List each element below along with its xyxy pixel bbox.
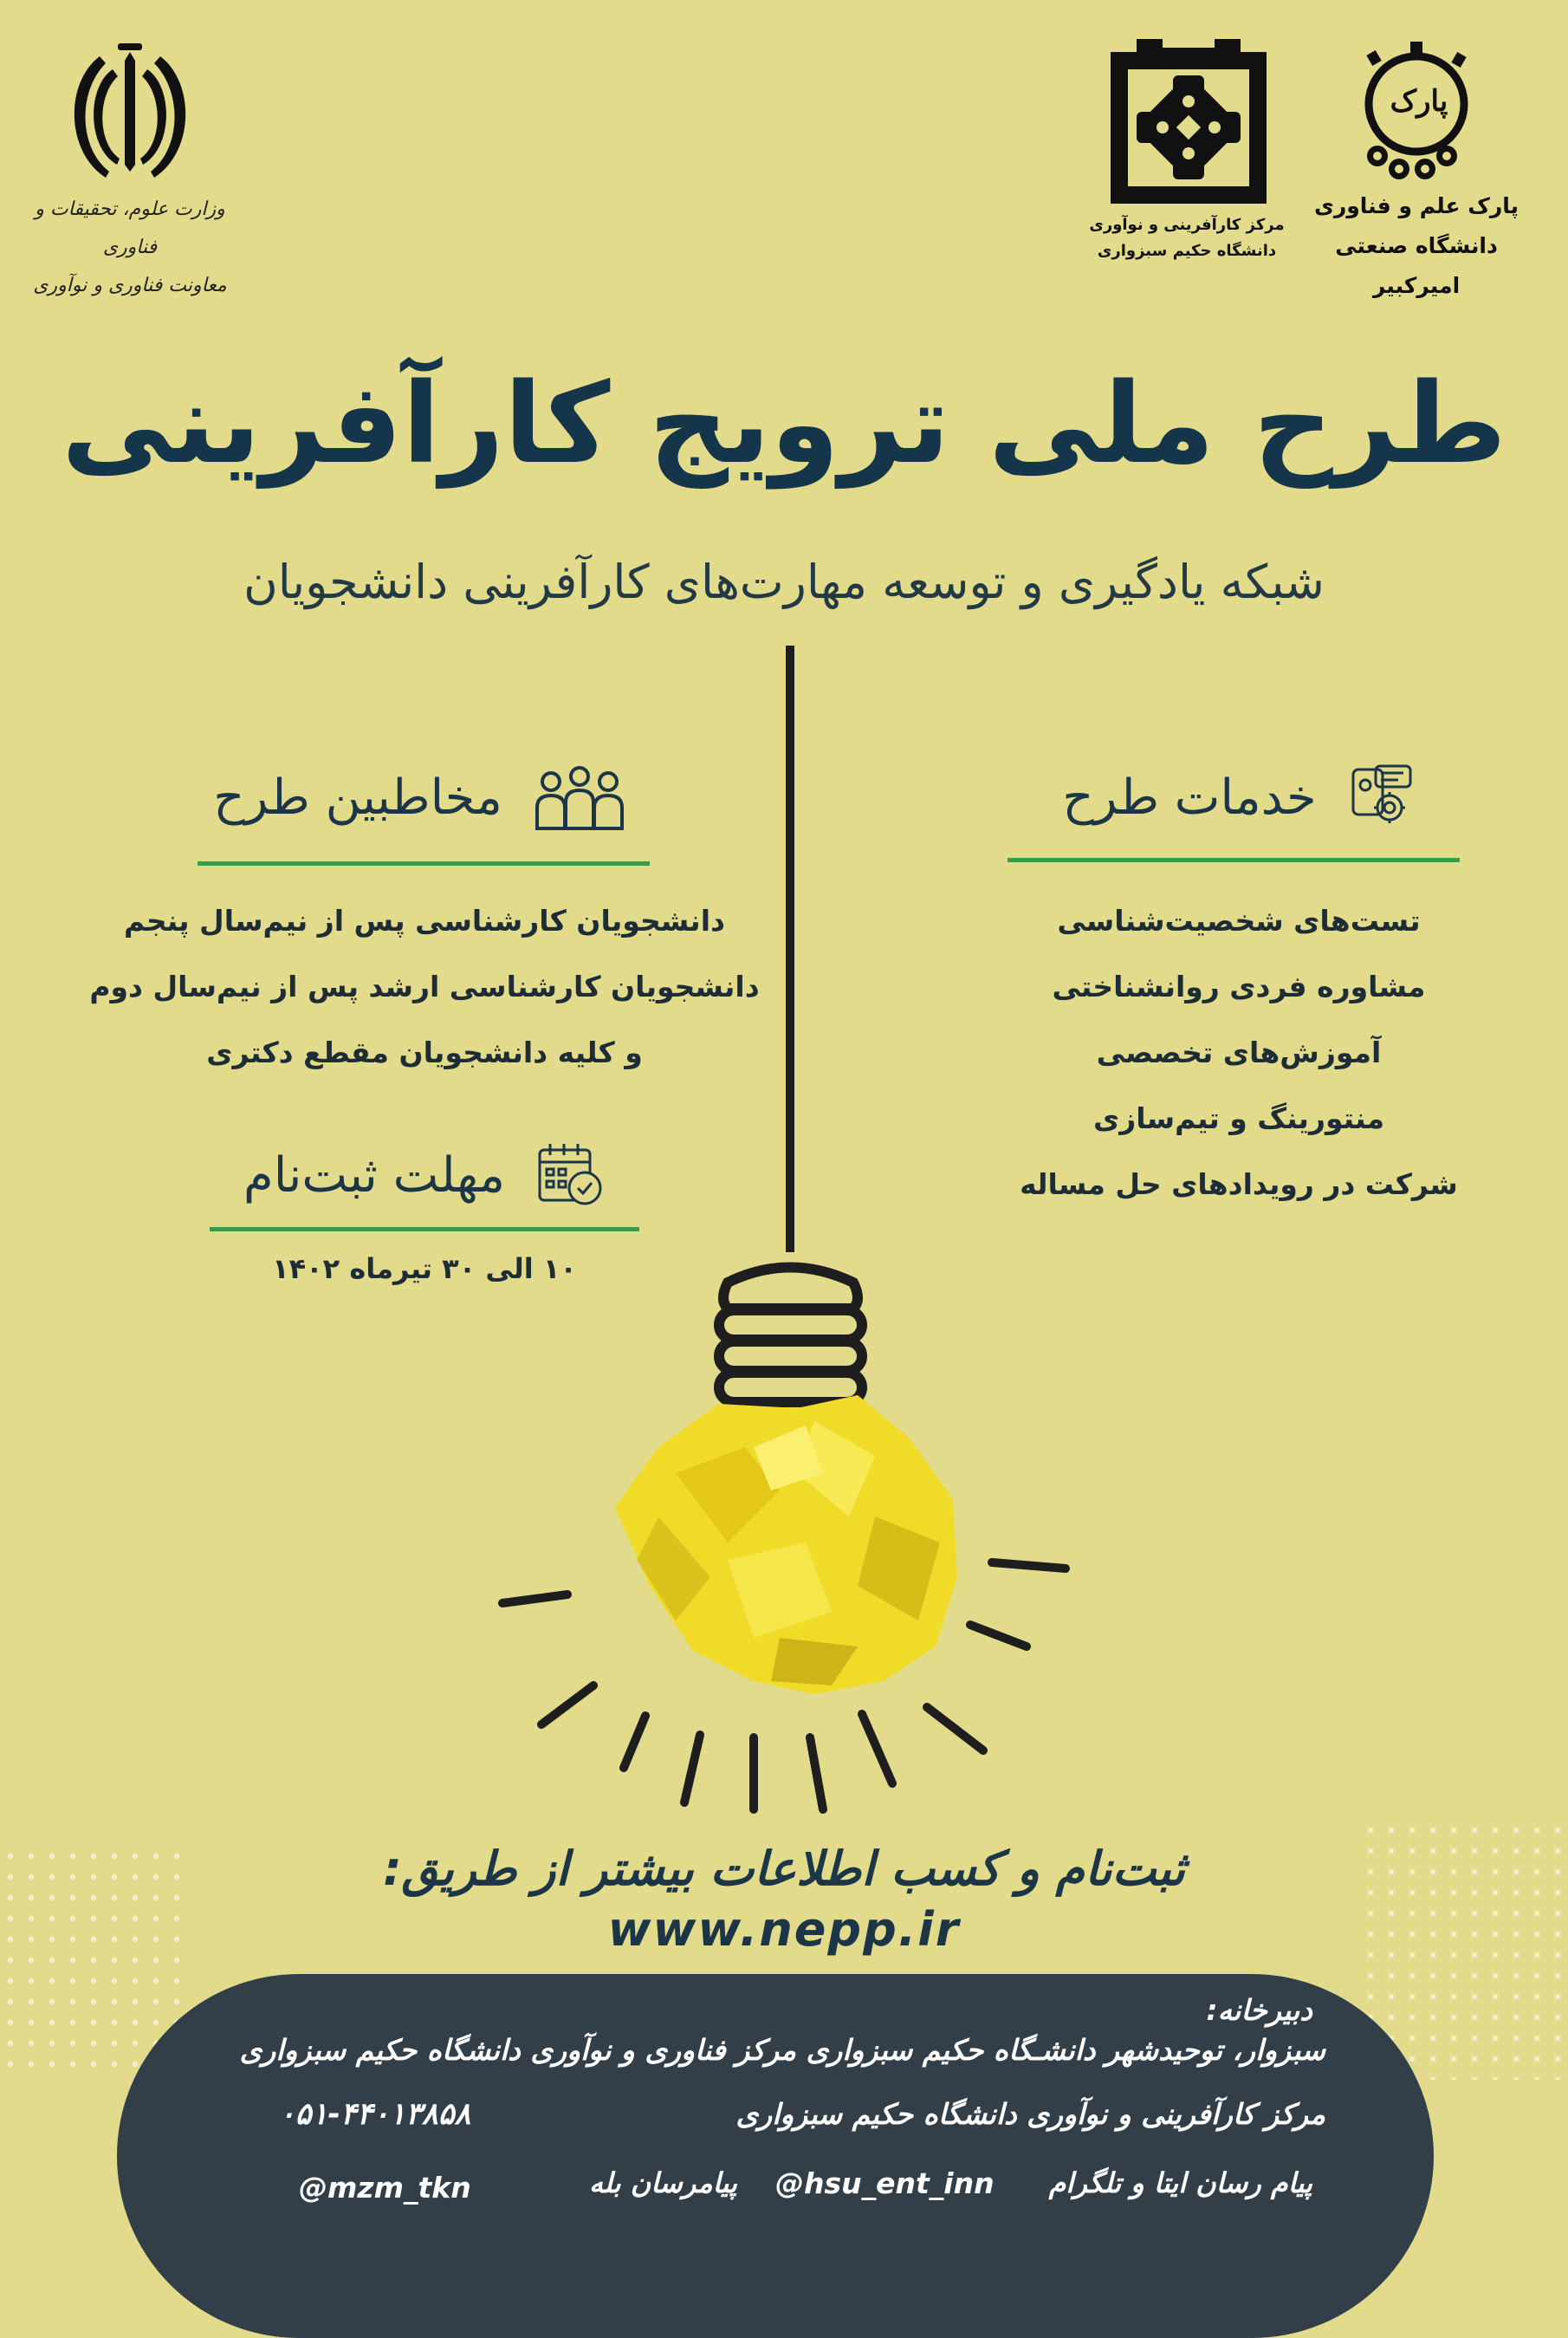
list-item: دانشجویان کارشناسی پس از نیم‌سال پنجم [124,904,725,938]
center-name: مرکز کارآفرینی و نوآوری دانشگاه حکیم سبزواری [735,2097,1325,2131]
address-text: سبزوار، توحیدشهر دانشـگاه حکیم سبزواری مرکز فناوری و نوآوری دانشگاه حکیم سبزواری [239,2033,1325,2067]
services-heading [1005,763,1473,832]
hsu-line-1: مرکز کارآفرینی و نوآوری [1089,216,1285,234]
audience-heading [195,763,645,832]
list-item: تست‌های شخصیت‌شناسی [1057,904,1421,938]
lamp-socket [719,1268,862,1403]
hsu-line-2: دانشگاه حکیم سبزواری [1097,242,1277,260]
hsu-handle-link[interactable]: @hsu_ent_inn [775,2166,995,2200]
bale-label: پیامرسان بله [589,2166,737,2199]
audience-divider [198,861,650,866]
list-item: آموزش‌های تخصصی [1096,1036,1382,1069]
calendar-clock-icon [535,1140,606,1211]
science-park-logo [1351,35,1481,191]
people-group-icon [532,763,627,832]
deadline-heading [208,1140,641,1211]
iran-emblem-logo [52,35,208,191]
website-link[interactable]: www.nepp.ir [607,1902,961,1957]
services-heading-text: خدمات طرح [1062,769,1317,826]
list-item: دانشجویان کارشناسی ارشد پس از نیم‌سال دوم [89,970,760,1003]
ministry-line-1: وزارت علوم، تحقیقات و فناوری [35,198,225,258]
phone-number[interactable]: ۰۵۱-۴۴۰۱۳۸۵۸ [279,2097,471,2132]
hsu-caption [1083,212,1291,264]
sub-title: شبکه یادگیری و توسعه مهارت‌های کارآفرینی دانشجویان [243,555,1325,609]
audience-list [87,888,762,1086]
services-divider [1008,858,1460,862]
mzm-handle-link[interactable]: @mzm_tkn [299,2171,471,2205]
footer-panel [117,1974,1434,2338]
secretariat-label: دبیرخانه: [1206,1993,1312,2027]
list-item: و کلیه دانشجویان مقطع دکتری [206,1036,643,1069]
deadline-divider [210,1227,639,1231]
park-line-2: دانشگاه صنعتی امیرکبیر [1335,233,1498,298]
park-caption [1291,186,1542,306]
park-line-1: پارک علم و فناوری [1313,193,1519,218]
messenger-label: پیام رسان ایتا و تلگرام [1048,2166,1312,2199]
crumpled-paper-bulb [615,1395,957,1694]
svg-text:پارک: پارک [1390,84,1448,119]
deadline-heading-text: مهلت ثبت‌نام [243,1146,505,1204]
hsu-entrepreneurship-logo [1102,35,1275,208]
list-item: منتورینگ و تیم‌سازی [1092,1101,1385,1135]
list-item: شرکت در رویدادهای حل مساله [1020,1167,1458,1201]
cta-text: ثبت‌نام و کسب اطلاعات بیشتر از طریق: [383,1841,1185,1896]
list-item: مشاوره فردی روانشناختی [1052,970,1426,1003]
services-list [996,888,1481,1218]
audience-heading-text: مخاطبین طرح [213,769,502,826]
gear-chat-icon [1346,763,1416,832]
main-title: طرح ملی ترویج کارآفرینی [62,360,1506,489]
ministry-line-2: معاونت فناوری و نوآوری [33,275,227,296]
lamp-cord [786,646,794,1252]
deadline-dates: ۱۰ الی ۳۰ تیرماه ۱۴۰۲ [272,1252,577,1285]
ministry-caption [17,191,243,305]
